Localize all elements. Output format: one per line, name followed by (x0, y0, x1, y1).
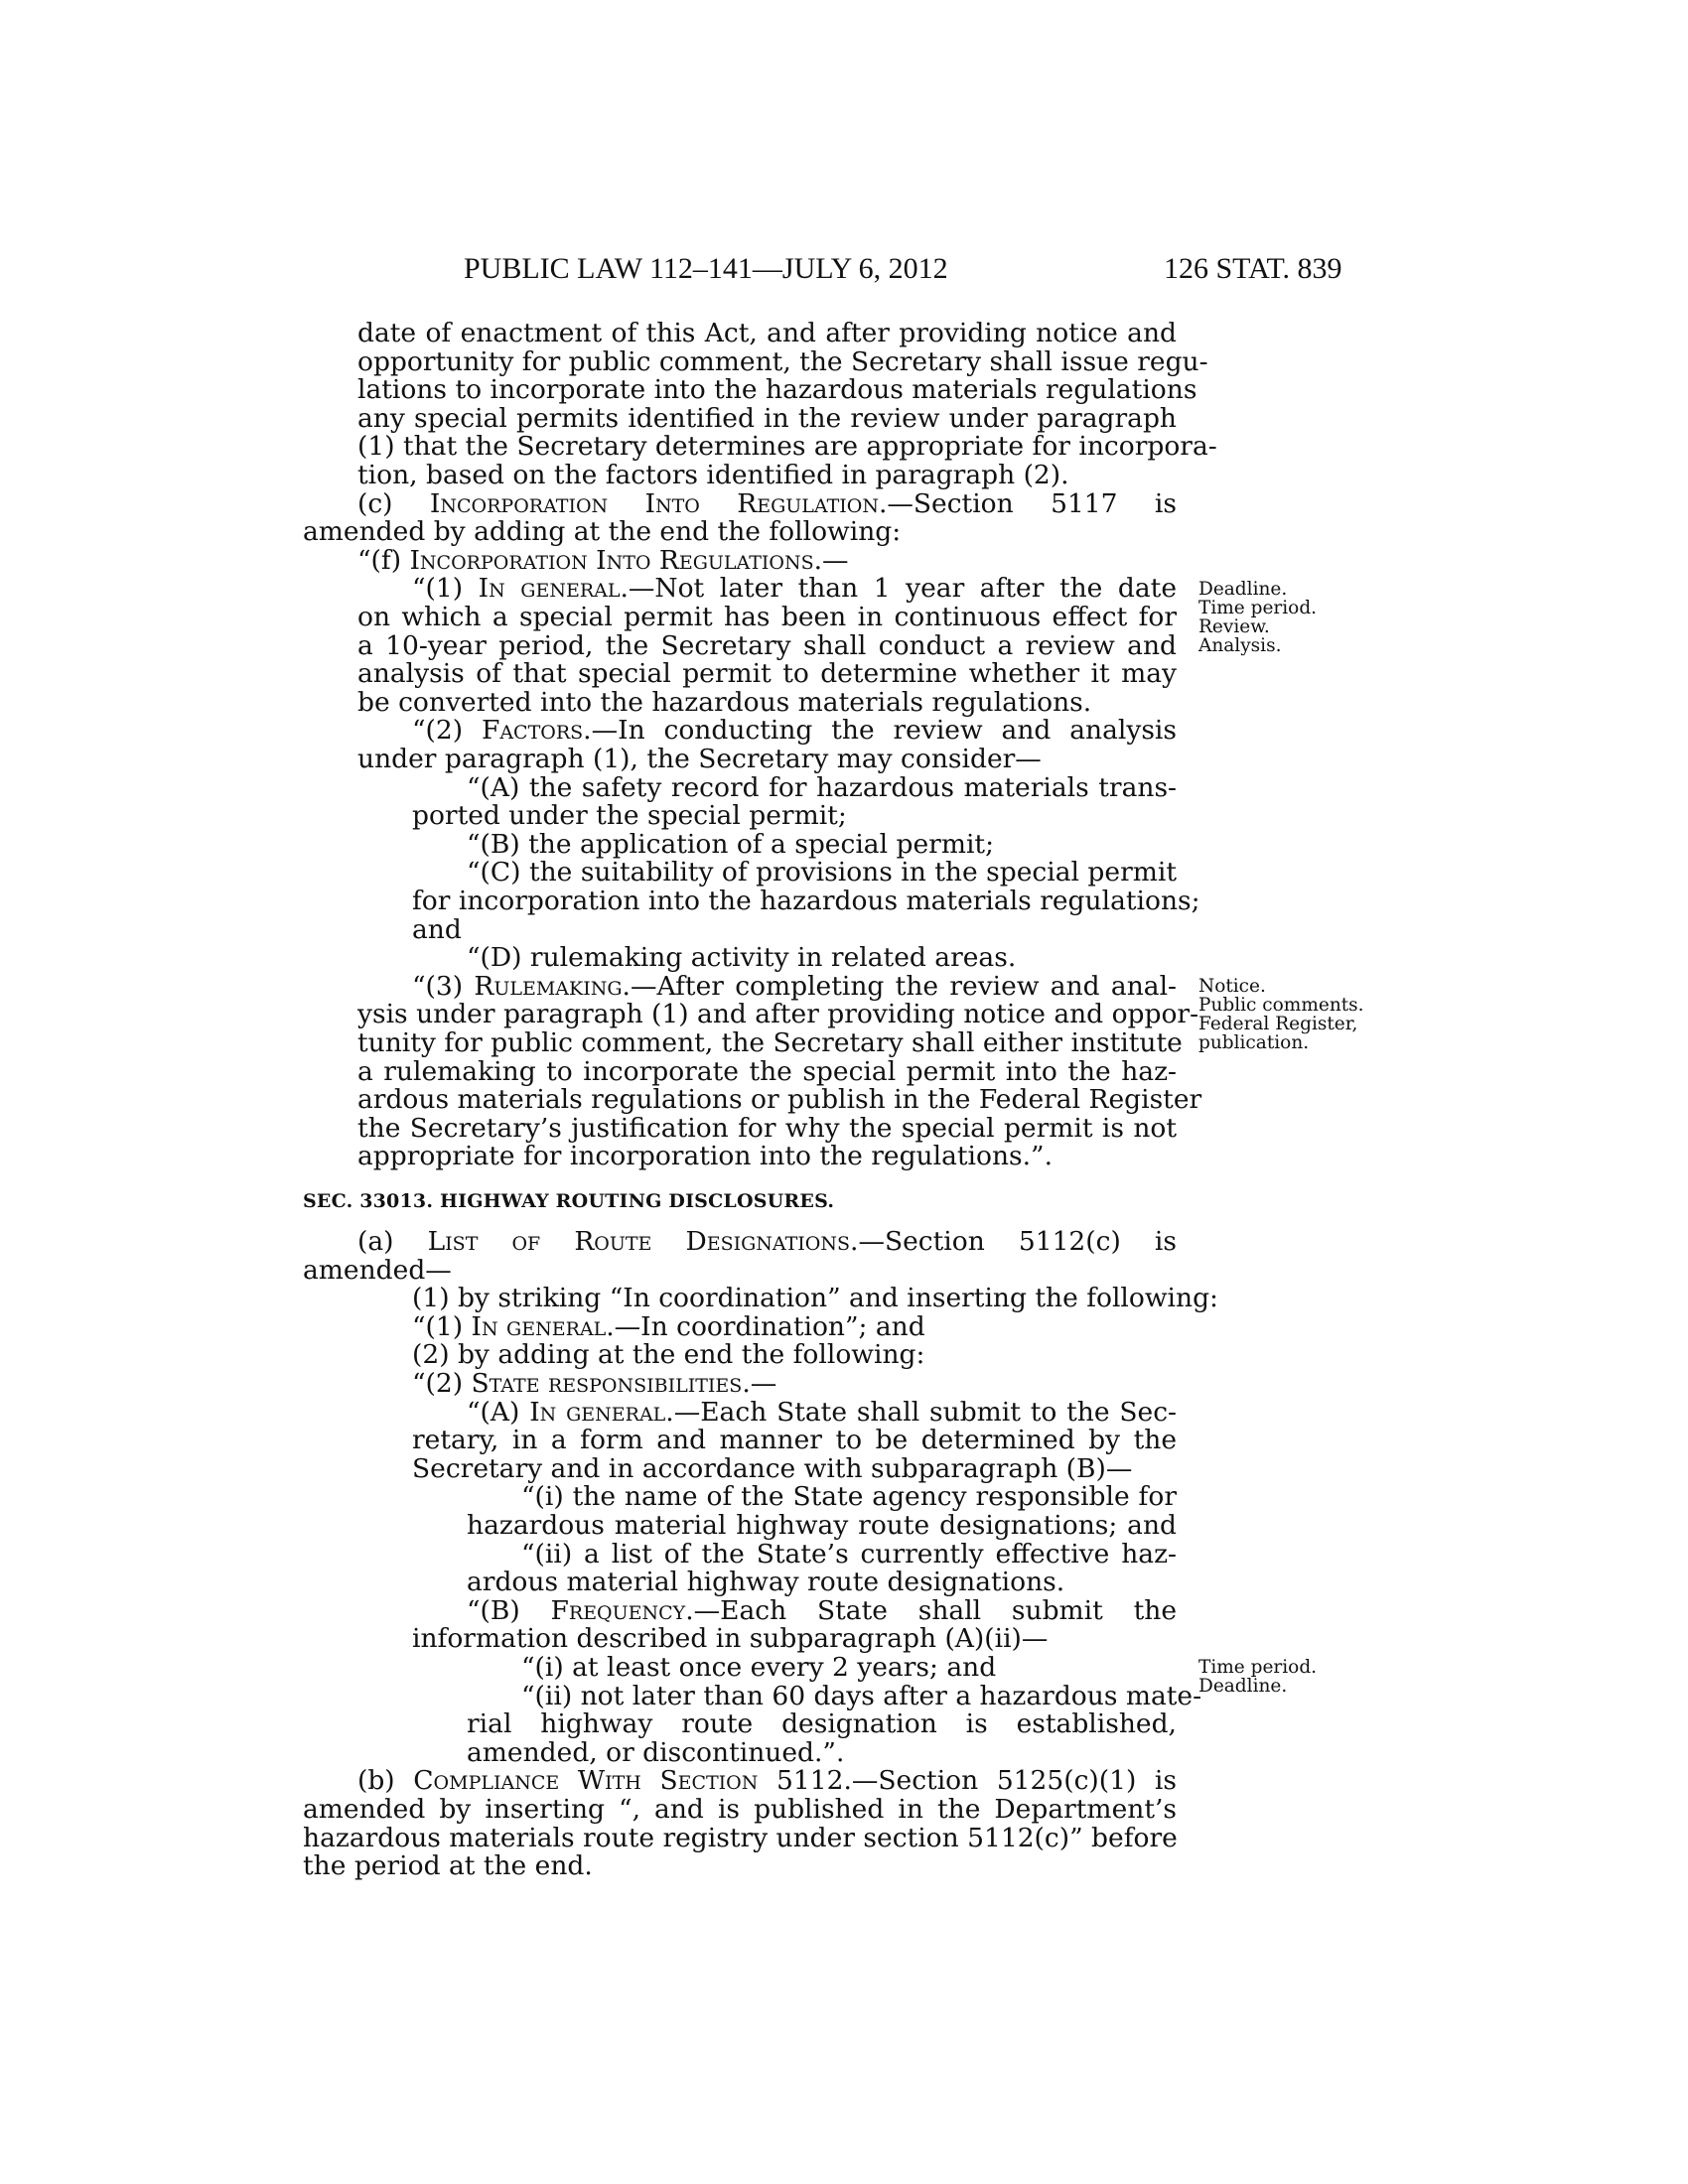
text-line: “(i) at least once every 2 years; and (521, 1652, 997, 1683)
text-line: “(C) the suitability of provisions in the special permit (467, 857, 1177, 888)
text-line: amended, or discontinued.”. (467, 1736, 845, 1768)
margin-note-line: Notice. (1198, 976, 1266, 997)
paragraph-1: “(1) In general.—Not later than 1 year after the date (412, 573, 1178, 605)
text-line: “(D) rulemaking activity in related areas. (467, 942, 1017, 974)
running-head-title: PUBLIC LAW 112–141—JULY 6, 2012 (464, 252, 948, 285)
margin-note-line: Analysis. (1198, 635, 1282, 656)
text-line: under paragraph (1), the Secretary may consider— (357, 744, 1042, 774)
text-line: “(B) the application of a special permit; (467, 828, 994, 860)
text-line: hazardous materials route registry under section 5112(c)” before (303, 1822, 1178, 1853)
text-line: hazardous material highway route designations; and (467, 1510, 1177, 1541)
text-line: on which a special permit has been in continuous effect for (357, 602, 1177, 632)
text-line: (2) by adding at the end the following: (412, 1339, 925, 1371)
text-line: “(ii) not later than 60 days after a hazardous mate- (521, 1680, 1202, 1711)
text-line: “(ii) a list of the State’s currently effective haz- (521, 1538, 1177, 1570)
subsection-caption: Compliance With Section 5112 (413, 1765, 844, 1797)
text-line: be converted into the hazardous materials regulations. (357, 686, 1092, 718)
margin-note-line: Deadline. (1198, 579, 1288, 600)
subsection-caption: Incorporation Into Regulations (409, 544, 814, 576)
subsection-caption: Incorporation Into Regulation (429, 487, 879, 519)
subparagraph-caption: Frequency (550, 1594, 686, 1626)
paragraph-caption: In general (471, 1310, 607, 1342)
text-line: (1) that the Secretary determines are appropriate for incorpora- (357, 431, 1217, 463)
paragraph-caption: Rulemaking (474, 970, 623, 1002)
text-line: amended— (303, 1254, 452, 1286)
text-line: lations to incorporate into the hazardous materials regulations (357, 374, 1197, 406)
paragraph-3: “(3) Rulemaking.—After completing the review and anal- (412, 970, 1177, 1002)
text-line: appropriate for incorporation into the regulations.”. (357, 1141, 1054, 1172)
section-heading: SEC. 33013. HIGHWAY ROUTING DISCLOSURES. (303, 1190, 835, 1212)
text-line: for incorporation into the hazardous materials regulations; (412, 886, 1200, 916)
text-line: ardous materials regulations or publish in the Federal Register (357, 1084, 1202, 1116)
text-line: amended by inserting “, and is published in the Department’s (303, 1794, 1177, 1825)
text-line: retary, in a form and manner to be determined by the (412, 1425, 1177, 1456)
text-line: date of enactment of this Act, and after providing notice and (357, 318, 1177, 348)
subsection-caption: List of Route Designations (427, 1226, 851, 1257)
text-line: the period at the end. (303, 1850, 593, 1882)
page-number: 126 STAT. 839 (1164, 252, 1342, 285)
text-line: “(B) Frequency.—Each State shall submit the (467, 1594, 1177, 1626)
text-line: and (412, 913, 462, 945)
margin-note (1198, 580, 1317, 655)
text-line: opportunity for public comment, the Secretary shall issue regu- (357, 345, 1208, 377)
text-line: “(2) State responsibilities.— (412, 1368, 777, 1399)
text-line: tunity for public comment, the Secretary shall either institute (357, 1027, 1183, 1058)
margin-note-line: Deadline. (1198, 1676, 1288, 1697)
subsection-f-heading: “(f) Incorporation Into Regulations.— (357, 544, 849, 576)
text-line: the Secretary’s justification for why the special permit is not (357, 1112, 1177, 1144)
text-line: tion, based on the factors identified in paragraph (2). (357, 460, 1069, 490)
paragraph-caption: In general (478, 573, 621, 605)
text-line: ardous material highway route designations. (467, 1567, 1065, 1598)
text-line: “(i) the name of the State agency responsible for (521, 1481, 1177, 1513)
text-line: Secretary and in accordance with subparagraph (B)— (412, 1452, 1133, 1484)
subsection-c: (c) Incorporation Into Regulation.—Section 5117 is (357, 487, 1177, 519)
text-line: “(A) In general.—Each State shall submit to the Sec- (467, 1396, 1177, 1428)
text-line: amended by adding at the end the following: (303, 516, 902, 548)
text-line: “(1) In general.—In coordination”; and (412, 1310, 925, 1342)
margin-note-line: Federal Register, (1198, 1014, 1358, 1034)
subparagraph-caption: In general (529, 1396, 666, 1428)
margin-note-line: publication. (1198, 1032, 1310, 1053)
text-line: “(A) the safety record for hazardous materials trans- (467, 771, 1177, 803)
text-line: a rulemaking to incorporate the special permit into the haz- (357, 1055, 1177, 1087)
paragraph-caption: Factors (481, 715, 584, 747)
text-line: rial highway route designation is established, (467, 1708, 1177, 1740)
margin-note (1198, 977, 1364, 1052)
subsection-a: (a) List of Route Designations.—Section 5112(c) is (357, 1226, 1177, 1257)
text-line: analysis of that special permit to determine whether it may (357, 658, 1177, 690)
text-line: a 10-year period, the Secretary shall conduct a review and (357, 629, 1177, 661)
paragraph-2: “(2) Factors.—In conducting the review and analysis (412, 715, 1177, 747)
margin-note (1198, 1658, 1317, 1696)
text-line: any special permits identified in the review under paragraph (357, 402, 1177, 434)
margin-note-line: Time period. (1198, 598, 1318, 618)
text-line: ysis under paragraph (1) and after providing notice and oppor- (357, 999, 1199, 1030)
text-line: information described in subparagraph (A)(ii)— (412, 1623, 1049, 1655)
subsection-b: (b) Compliance With Section 5112.—Section 5125(c)(1) is (357, 1765, 1177, 1797)
margin-note-line: Time period. (1198, 1657, 1318, 1678)
text-line: (1) by striking “In coordination” and inserting the following: (412, 1283, 1218, 1314)
paragraph-caption: State responsibilities (471, 1368, 743, 1399)
text-line: ported under the special permit; (412, 800, 847, 832)
margin-note-line: Review. (1198, 616, 1270, 637)
margin-note-line: Public comments. (1198, 995, 1364, 1016)
